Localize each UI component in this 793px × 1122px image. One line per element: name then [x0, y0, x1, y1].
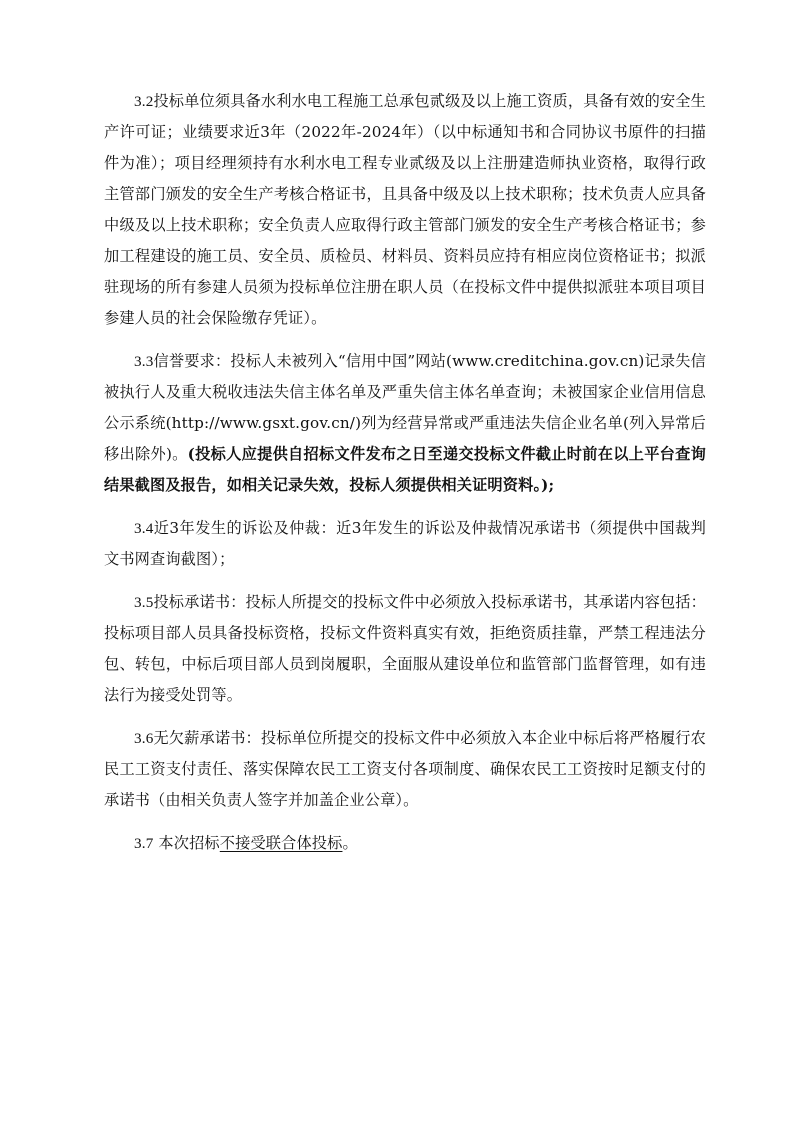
- section-3-6: [104, 723, 706, 816]
- section-3-3: [104, 346, 706, 501]
- underlined-text: 不接受联合体投标: [219, 834, 343, 852]
- section-number: 3.2: [134, 93, 154, 110]
- section-text: 近3年发生的诉讼及仲裁：近3年发生的诉讼及仲裁情况承诺书（须提供中国裁判文书网查询截图）；: [104, 519, 706, 568]
- section-number: 3.6: [134, 730, 154, 747]
- section-number: 3.7: [134, 835, 154, 852]
- document-page: [104, 86, 706, 871]
- section-text: 无欠薪承诺书：投标单位所提交的投标文件中必须放入本企业中标后将严格履行农民工工资支付责任、落实保障农民工工资支付各项制度、确保农民工工资按时足额支付的承诺书（由相关负责人签字并加盖企业公章）。: [104, 729, 706, 809]
- section-3-4: [104, 513, 706, 575]
- section-suffix: 。: [342, 834, 358, 852]
- section-3-5: [104, 587, 706, 711]
- section-text: 投标承诺书：投标人所提交的投标文件中必须放入投标承诺书，其承诺内容包括：投标项目部人员具备投标资格，投标文件资料真实有效，拒绝资质挂靠，严禁工程违法分包、转包，中标后项目部人员到岗履职，全面服从建设单位和监管部门监督管理，如有违法行为接受处罚等。: [104, 593, 706, 704]
- section-number: 3.3: [134, 353, 154, 370]
- section-text: 本次招标: [153, 834, 220, 852]
- section-text: 信誉要求：投标人未被列入“信用中国”网站(www.creditchina.gov.cn)记录失信被执行人及重大税收违法失信主体名单及严重失信主体名单查询；未被国家企业信用信息公示系统(http://www.gsxt.gov.cn/)列为经营异常或严重违法失信企业名单(列入异常后移出除外)。: [104, 352, 706, 463]
- section-bold-text: (投标人应提供自招标文件发布之日至递交投标文件截止时前在以上平台查询结果截图及报告，如相关记录失效，投标人须提供相关证明资料。);: [104, 445, 706, 494]
- section-3-7: [104, 828, 706, 859]
- section-text: 投标单位须具备水利水电工程施工总承包贰级及以上施工资质，具备有效的安全生产许可证；业绩要求近3年（2022年-2024年）（以中标通知书和合同协议书原件的扫描件为准）；项目经理须持有水利水电工程专业贰级及以上注册建造师执业资格，取得行政主管部门颁发的安全生产考核合格证书，且具备中级及以上技术职称；技术负责人应具备中级及以上技术职称；安全负责人应取得行政主管部门颁发的安全生产考核合格证书；参加工程建设的施工员、安全员、质检员、材料员、资料员应持有相应岗位资格证书；拟派驻现场的所有参建人员须为投标单位注册在职人员（在投标文件中提供拟派驻本项目项目参建人员的社会保险缴存凭证）。: [104, 92, 706, 327]
- section-number: 3.4: [134, 520, 154, 537]
- section-3-2: [104, 86, 706, 334]
- section-number: 3.5: [134, 594, 154, 611]
